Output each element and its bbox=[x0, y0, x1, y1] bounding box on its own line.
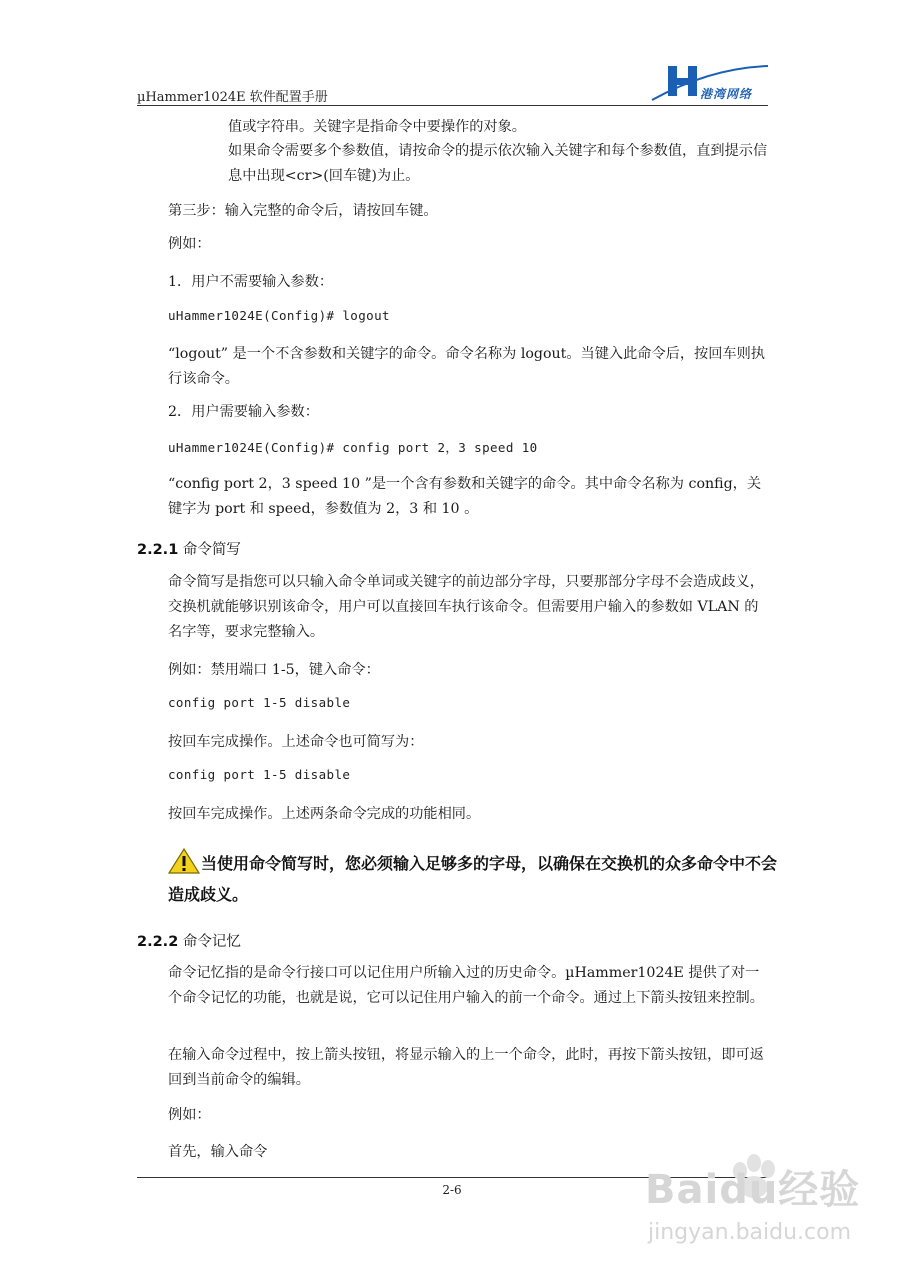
history-first: 首先，输入命令 bbox=[168, 1144, 268, 1160]
history-paragraph-two: 在输入命令过程中，按上箭头按钮，将显示输入的上一个命令，此时，再按下箭头按钮，即可返回到当前命令的编辑。 bbox=[168, 1047, 764, 1088]
logo-text: 港湾网络 bbox=[700, 87, 753, 101]
logout-description: “logout” 是一个不含参数和关键字的命令。命令名称为 logout。当键入此命令后，按回车则执行该命令。 bbox=[168, 346, 765, 387]
header-title: µHammer1024E 软件配置手册 bbox=[137, 90, 328, 105]
warning-text: 当使用命令简写时，您必须输入足够多的字母，以确保在交换机的众多命令中不会造成歧义。 bbox=[168, 854, 778, 904]
code-logout: uHammer1024E(Config)# logout bbox=[168, 308, 390, 323]
warning-note bbox=[168, 848, 778, 910]
case-one: 1．用户不需要输入参数： bbox=[168, 274, 334, 290]
step-three: 第三步：输入完整的命令后，请按回车键。 bbox=[168, 203, 438, 219]
history-paragraph-one: 命令记忆指的是命令行接口可以记住用户所输入过的历史命令。µHammer1024E 提供了对一个命令记忆的功能，也就是说，它可以记住用户输入的前一个命令。通过上下箭头按钮来控制。 bbox=[168, 965, 764, 1006]
code-disable-short: config port 1-5 disable bbox=[168, 767, 351, 782]
header-divider bbox=[137, 105, 768, 106]
section-title: 命令记忆 bbox=[182, 934, 241, 950]
watermark-brand: Baidu经验 bbox=[645, 1167, 861, 1213]
watermark-url: jingyan.baidu.com bbox=[648, 1220, 852, 1245]
section-heading-222 bbox=[137, 930, 241, 951]
abbrev-paragraph: 命令简写是指您可以只输入命令单词或关键字的前边部分字母，只要那部分字母不会造成歧义，交换机就能够识别该命令，用户可以直接回车执行该命令。但需要用户输入的参数如 VLAN 的名字等，要求完整输入。 bbox=[168, 574, 764, 640]
section-title: 命令简写 bbox=[182, 542, 241, 558]
code-disable-full: config port 1-5 disable bbox=[168, 695, 351, 710]
abbrev-example: 例如：禁用端口 1-5，键入命令： bbox=[168, 662, 380, 678]
code-config-speed: uHammer1024E(Config)# config port 2，3 speed 10 bbox=[168, 440, 538, 455]
abbrev-after-one: 按回车完成操作。上述命令也可简写为： bbox=[168, 734, 424, 750]
continuation-paragraph: 如果命令需要多个参数值，请按命令的提示依次输入关键字和每个参数值，直到提示信息中出现<cr>(回车键)为止。 bbox=[228, 143, 768, 184]
continuation-line: 值或字符串。关键字是指命令中要操作的对象。 bbox=[228, 119, 526, 135]
abbrev-after-two: 按回车完成操作。上述两条命令完成的功能相同。 bbox=[168, 806, 481, 822]
warning-icon bbox=[168, 848, 200, 874]
history-example: 例如： bbox=[168, 1107, 211, 1123]
section-number: 2.2.2 bbox=[137, 934, 179, 950]
section-number: 2.2.1 bbox=[137, 542, 179, 558]
example-label: 例如： bbox=[168, 236, 211, 252]
config-description: “config port 2，3 speed 10 ”是一个含有参数和关键字的命令。其中命令名称为 config，关键字为 port 和 speed，参数值为 2，3 和 10 。 bbox=[168, 476, 762, 517]
case-two: 2．用户需要输入参数： bbox=[168, 404, 319, 420]
page-number: 2-6 bbox=[442, 1183, 462, 1197]
section-heading-221 bbox=[137, 538, 241, 559]
